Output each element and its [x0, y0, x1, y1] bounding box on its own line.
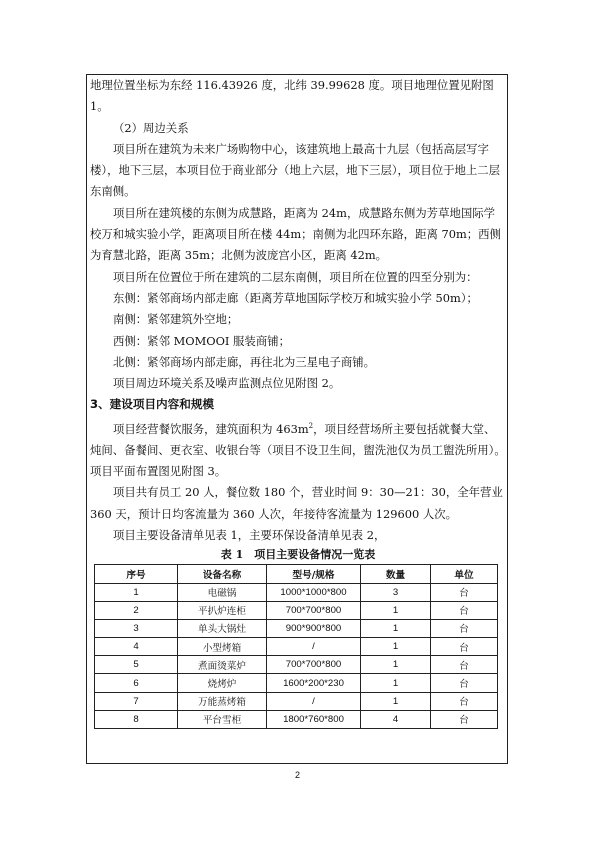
- subheading-surroundings: （2）周边关系: [113, 120, 189, 135]
- cell-unit: 台: [431, 601, 498, 619]
- header-model-spec: 型号/规格: [267, 565, 361, 583]
- table-row: [95, 692, 498, 710]
- cell-index: 8: [95, 710, 178, 728]
- table-row: [95, 710, 498, 728]
- cell-device-name: 平台雪柜: [178, 710, 267, 728]
- header-unit: 单位: [431, 565, 498, 583]
- page-number: 2: [294, 770, 300, 780]
- cell-model-spec: 1800*760*800: [267, 710, 361, 728]
- cell-device-name: 小型烤箱: [178, 638, 267, 656]
- table-row: [95, 583, 498, 601]
- cell-unit: 台: [431, 583, 498, 601]
- table-row: [95, 601, 498, 619]
- cell-quantity: 4: [361, 710, 431, 728]
- table-row: [95, 674, 498, 692]
- paragraph-south-side: 南侧：紧邻建筑外空地；: [113, 312, 239, 327]
- cell-model-spec: 900*900*800: [267, 619, 361, 637]
- cell-device-name: 平扒炉连柜: [178, 601, 267, 619]
- cell-device-name: 烧烤炉: [178, 674, 267, 692]
- cell-model-spec: 1600*200*230: [267, 674, 361, 692]
- cell-unit: 台: [431, 692, 498, 710]
- paragraph-north-side: 北侧：紧邻商场内部走廊，再往北为三星电子商铺。: [113, 354, 375, 369]
- header-device-name: 设备名称: [178, 565, 267, 583]
- facilities-text: ，项目经营场所主要包括就餐大堂、炖间、备餐间、更衣室、收银台等（项目不设卫生间，盥洗池仅为员工盥洗所用）。项目平面布置图见附图 3。: [90, 421, 506, 479]
- table-row: [95, 619, 498, 637]
- table-caption: 表 1 项目主要设备情况一览表: [220, 548, 376, 562]
- cell-unit: 台: [431, 619, 498, 637]
- cell-device-name: 万能蒸烤箱: [178, 692, 267, 710]
- table-header-row: [95, 565, 498, 583]
- cell-quantity: 1: [361, 601, 431, 619]
- cell-device-name: 电磁锅: [178, 583, 267, 601]
- cell-model-spec: 700*700*800: [267, 601, 361, 619]
- header-quantity: 数量: [361, 565, 431, 583]
- cell-quantity: 3: [361, 583, 431, 601]
- paragraph-figure-reference: 项目周边环境关系及噪声监测点位见附图 2。: [113, 376, 341, 391]
- cell-index: 6: [95, 674, 178, 692]
- cell-model-spec: 1000*1000*800: [267, 583, 361, 601]
- cell-quantity: 1: [361, 656, 431, 674]
- cell-unit: 台: [431, 674, 498, 692]
- paragraph-building: 项目所在建筑为未来广场购物中心，该建筑地上最高十九层（包括高层写字楼），地下三层，本项目位于商业部分（地上六层，地下三层），项目位于地上二层东南侧。: [90, 141, 501, 199]
- cell-device-name: 煮面烫菜炉: [178, 656, 267, 674]
- cell-index: 5: [95, 656, 178, 674]
- paragraph-four-sides-intro: 项目所在位置位于所在建筑的二层东南侧，项目所在位置的四至分别为：: [113, 269, 478, 284]
- paragraph-west-side: 西侧：紧邻 MOMOOI 服装商铺；: [113, 333, 290, 348]
- area-text: 项目经营餐饮服务，建筑面积为 463m: [113, 421, 309, 436]
- cell-model-spec: /: [267, 692, 361, 710]
- cell-index: 3: [95, 619, 178, 637]
- paragraph-surrounding-roads: 项目所在建筑楼的东侧为成慧路，距离为 24m，成慧路东侧为芳草地国际学校万和城实验小学，距离项目所在楼 44m；南侧为北四环东路，距离 70m；西侧为育慧北路，距离 35m；北侧为波庞宫小区，距离 42m。: [90, 205, 501, 263]
- paragraph-staff-and-hours: 项目共有员工 20 人，餐位数 180 个，营业时间 9：30—21：30，全年营业 360 天，预计日均客流量为 360 人次，年接待客流量为 129600 人次。: [90, 485, 503, 521]
- cell-unit: 台: [431, 656, 498, 674]
- cell-quantity: 1: [361, 692, 431, 710]
- paragraph-east-side: 东侧：紧邻商场内部走廊（距离芳草地国际学校万和城实验小学 50m）；: [113, 290, 478, 305]
- cell-quantity: 1: [361, 674, 431, 692]
- cell-quantity: 1: [361, 638, 431, 656]
- table-row: [95, 638, 498, 656]
- document-body: [90, 75, 506, 729]
- paragraph-location-coordinates: 地理位置坐标为东经 116.43926 度，北纬 39.99628 度。项目地理位置见附图 1。: [90, 78, 494, 114]
- cell-model-spec: /: [267, 638, 361, 656]
- cell-index: 2: [95, 601, 178, 619]
- header-index: 序号: [95, 565, 178, 583]
- section-heading-construction: 3、建设项目内容和规模: [90, 397, 215, 412]
- cell-unit: 台: [431, 638, 498, 656]
- table-row: [95, 656, 498, 674]
- cell-unit: 台: [431, 710, 498, 728]
- cell-device-name: 单头大锅灶: [178, 619, 267, 637]
- cell-index: 7: [95, 692, 178, 710]
- area-unit-superscript: 2: [308, 421, 314, 430]
- cell-quantity: 1: [361, 619, 431, 637]
- cell-index: 4: [95, 638, 178, 656]
- paragraph-equipment-reference: 项目主要设备清单见表 1，主要环保设备清单见表 2，: [113, 528, 386, 543]
- cell-index: 1: [95, 583, 178, 601]
- paragraph-business-scope: [90, 416, 506, 483]
- equipment-table: [94, 564, 498, 729]
- cell-model-spec: 700*700*800: [267, 656, 361, 674]
